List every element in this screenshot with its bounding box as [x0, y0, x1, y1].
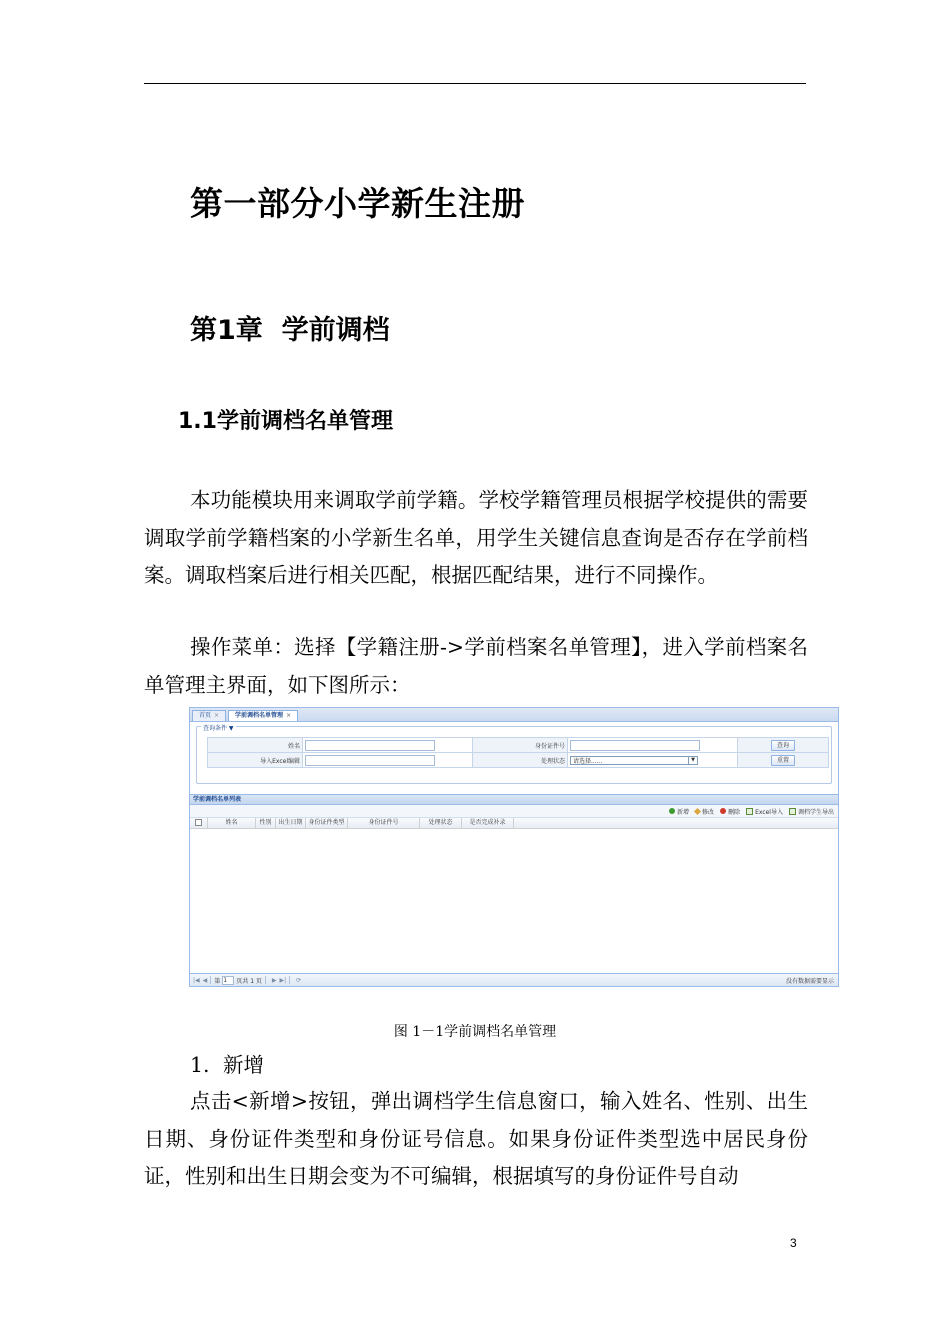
pencil-icon [694, 807, 701, 814]
grid-body [190, 829, 838, 987]
query-form [207, 737, 829, 768]
pager-divider [265, 976, 266, 984]
import-label: 导入Excel编辑 [208, 753, 303, 768]
intro-paragraph: 本功能模块用来调取学前学籍。学校学籍管理员根据学校提供的需要调取学前学籍档案的小学新生名单，用学生关键信息查询是否存在学前档案。调取档案后进行相关匹配，根据匹配结果，进行不同操作。 [144, 488, 808, 587]
menu-paragraph: 操作菜单：选择【学籍注册->学前档案名单管理】，进入学前档案名单管理主界面，如下图所示： [144, 635, 808, 697]
prev-page-icon[interactable]: ◀ [202, 976, 208, 984]
select-all-cell [190, 818, 208, 828]
last-page-icon[interactable]: ▶| [279, 976, 287, 984]
query-button[interactable]: 查询 [771, 740, 795, 751]
delete-icon [720, 808, 726, 814]
select-all-checkbox[interactable] [195, 819, 202, 826]
chapter-heading [190, 308, 390, 347]
column-header[interactable]: 是否完成补录 [462, 818, 514, 828]
excel-import-button[interactable]: Excel导入 [746, 807, 783, 816]
close-icon[interactable]: × [214, 712, 220, 719]
column-header[interactable]: 处理状态 [420, 818, 462, 828]
export-button[interactable]: 调档学生导出 [789, 807, 834, 816]
refresh-icon[interactable]: ⟳ [296, 976, 302, 984]
column-header[interactable]: 身份证件号 [348, 818, 420, 828]
query-panel-title[interactable]: 查询条件 ▼ [203, 725, 234, 732]
id-input[interactable] [570, 740, 700, 751]
column-header[interactable]: 出生日期 [276, 818, 306, 828]
pager-message: 没有数据需要显示 [785, 977, 834, 985]
add-paragraph: 点击<新增>按钮，弹出调档学生信息窗口，输入姓名、性别、出生日期、身份证件类型和身份证号信息。如果身份证件类型选中居民身份证，性别和出生日期会变为不可编辑，根据填写的身份证件号自动 [144, 1089, 808, 1188]
list-number: 1. [190, 1053, 210, 1077]
section-number: 1.1 [178, 409, 217, 434]
column-header[interactable]: 身份证件类型 [306, 818, 348, 828]
chevron-down-icon[interactable]: ▼ [688, 756, 697, 764]
add-icon [669, 808, 675, 814]
grid-header [190, 818, 838, 829]
pager-divider [289, 976, 290, 984]
edit-button[interactable]: 修改 [695, 807, 714, 816]
tab-bar [190, 708, 838, 722]
pager-divider [210, 976, 211, 984]
embedded-screenshot [189, 707, 839, 987]
tab-archive-list[interactable]: 学前调档名单管理 × [228, 710, 298, 721]
excel-icon [746, 808, 753, 815]
part-title: 第一部分小学新生注册 [190, 184, 525, 223]
reset-button[interactable]: 重置 [771, 755, 795, 766]
figure-caption: 图 1－1学前调档名单管理 [393, 1024, 557, 1040]
delete-button[interactable]: 删除 [720, 807, 740, 816]
section-heading [178, 404, 393, 435]
chapter-number: 第1章 [190, 315, 263, 346]
close-icon[interactable]: × [286, 712, 292, 719]
list-title: 学前调档名单列表 [190, 794, 838, 805]
query-panel [196, 726, 832, 784]
id-label: 身份证件号 [473, 738, 568, 753]
next-page-icon[interactable]: ▶ [271, 976, 277, 984]
section-title: 学前调档名单管理 [216, 409, 393, 434]
pager [190, 973, 838, 986]
list-label: 新增 [223, 1053, 264, 1077]
tab-home[interactable]: 首页 × [192, 710, 226, 721]
list-item [190, 1047, 264, 1084]
column-header[interactable]: 性别 [256, 818, 276, 828]
status-label: 处理状态 [473, 753, 568, 768]
page-total: 页共 1 页 [236, 977, 262, 985]
export-icon [789, 808, 796, 815]
header-rule [144, 83, 806, 84]
chapter-title: 学前调档 [281, 315, 390, 346]
first-page-icon[interactable]: |◀ [193, 976, 200, 984]
page-input[interactable]: 1 [222, 976, 234, 985]
name-input[interactable] [305, 740, 435, 751]
import-input[interactable] [305, 755, 435, 766]
page-number: 3 [790, 1236, 797, 1250]
name-label: 姓名 [208, 738, 303, 753]
status-select[interactable]: 请选择...... ▼ [570, 756, 698, 765]
grid-toolbar [190, 805, 838, 818]
page-prefix: 第 [214, 977, 221, 985]
column-header[interactable]: 姓名 [208, 818, 256, 828]
add-button[interactable]: 新增 [669, 807, 689, 816]
